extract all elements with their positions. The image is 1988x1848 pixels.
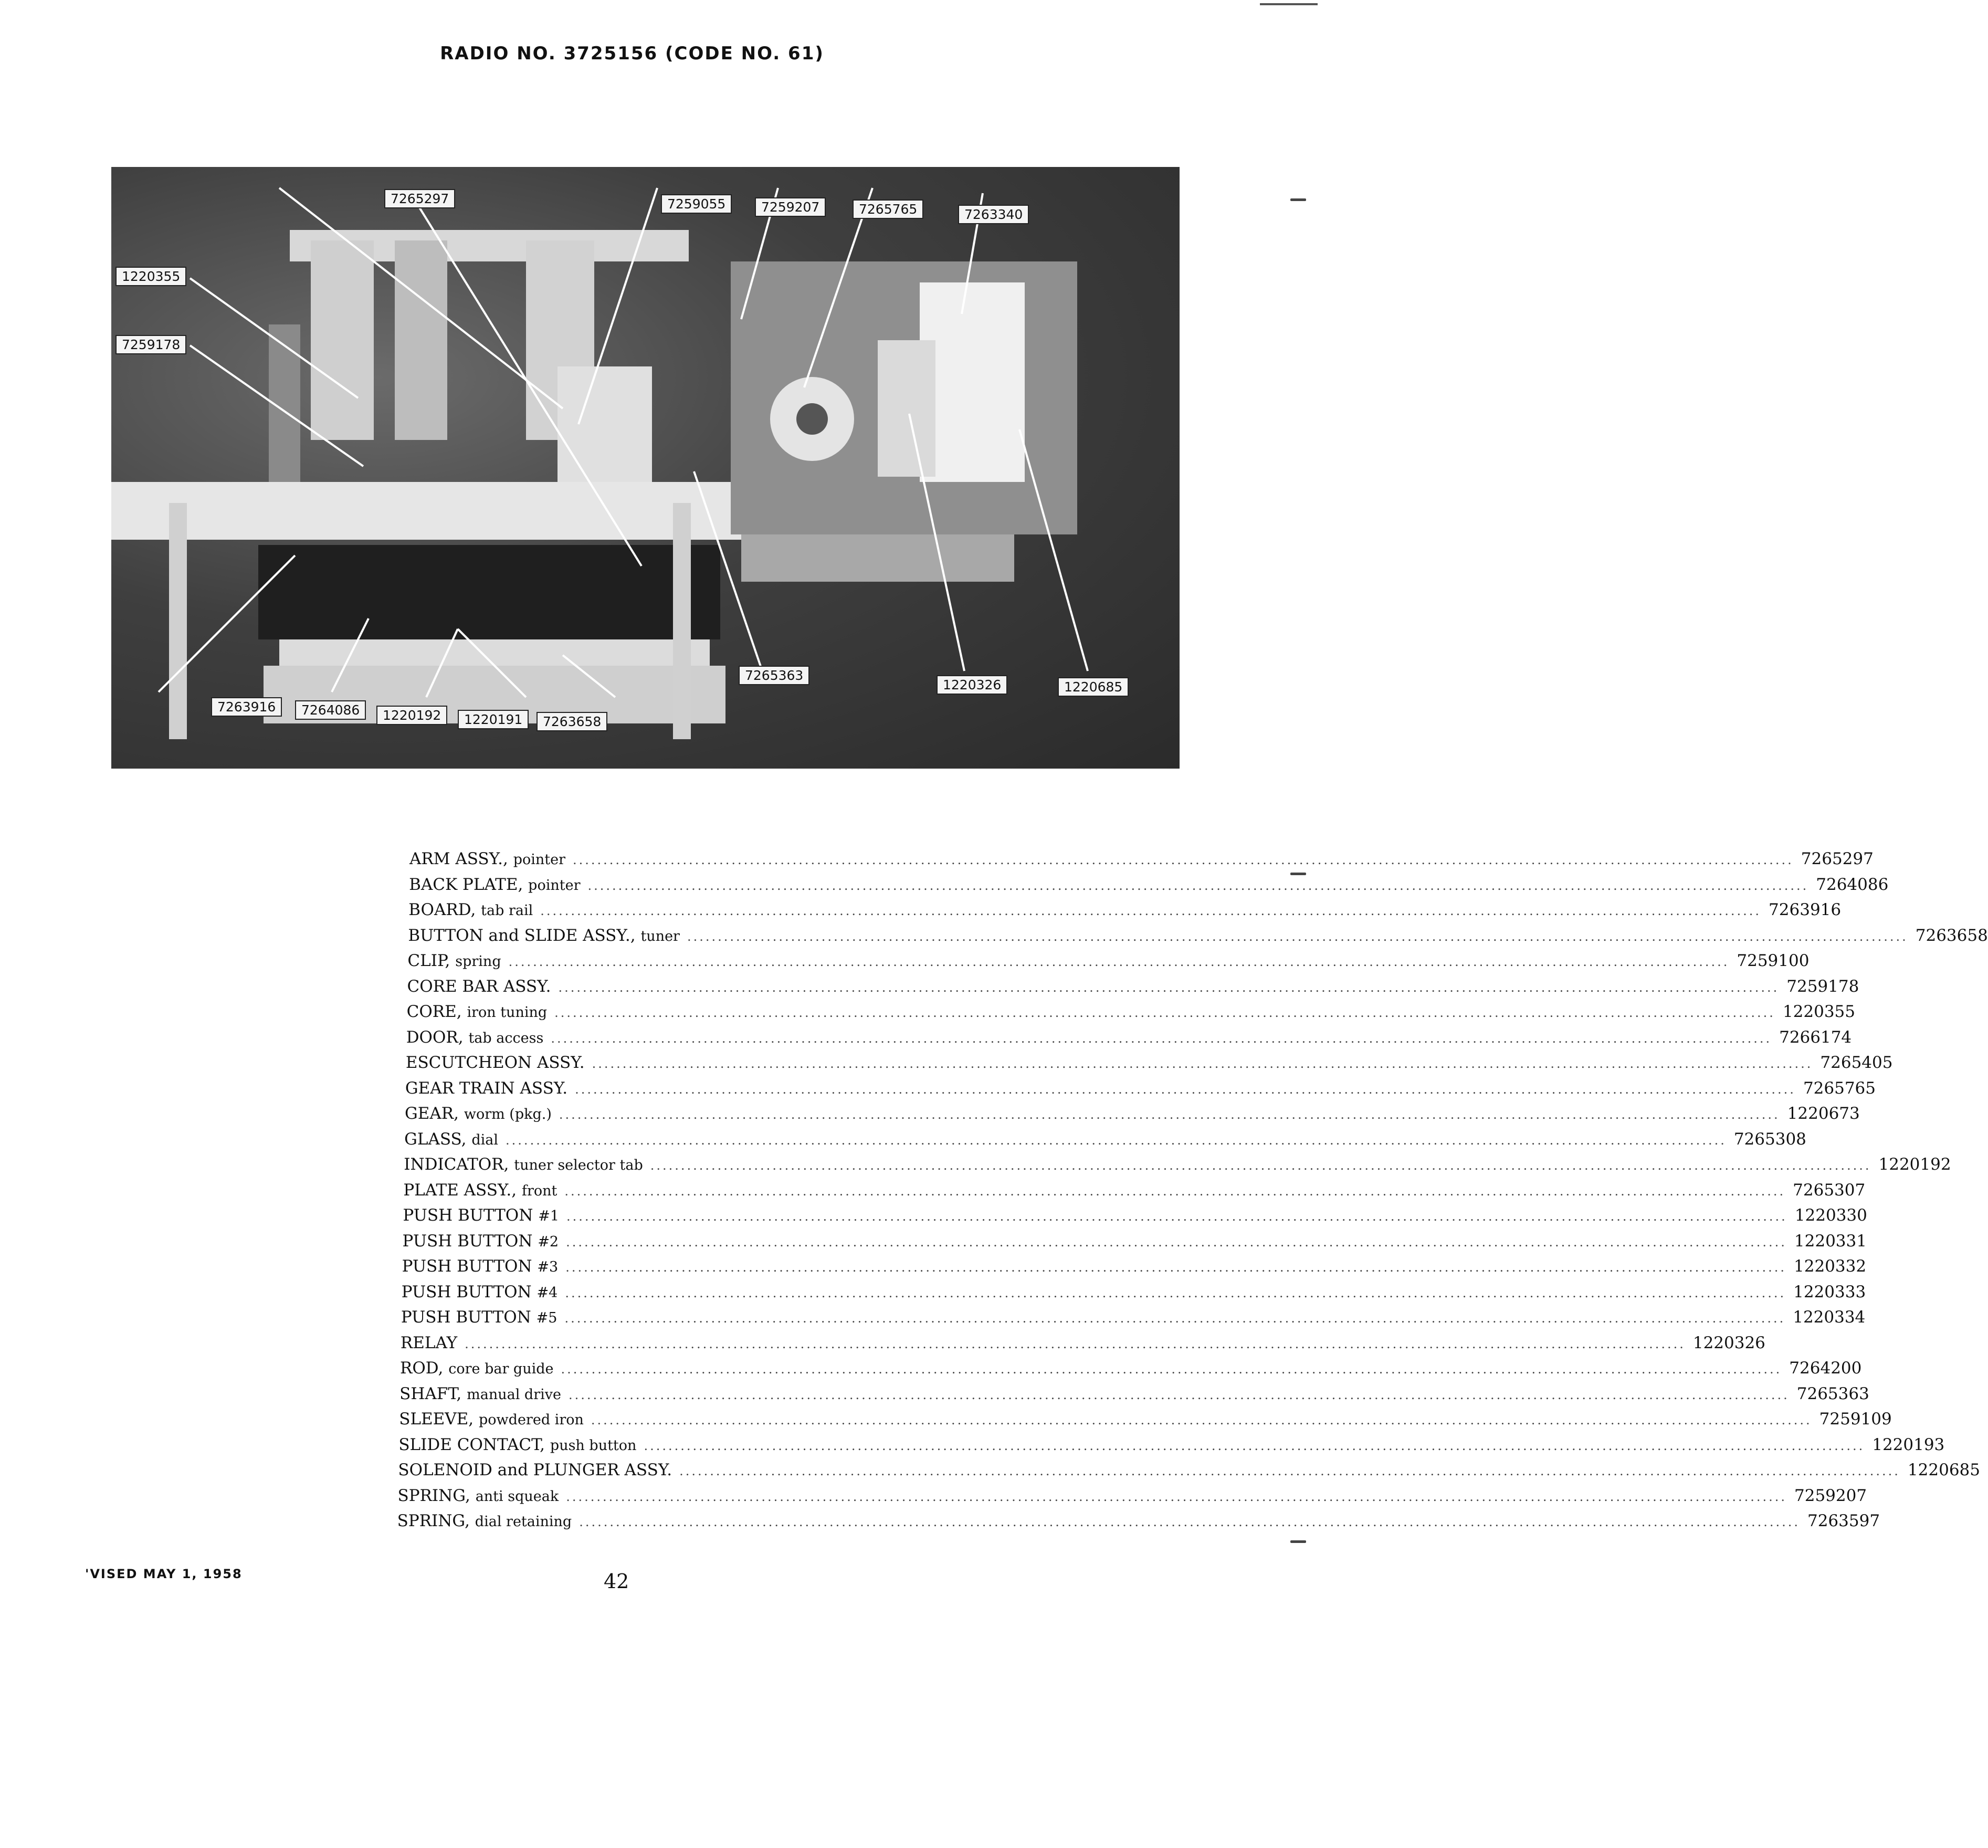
parts-list-row xyxy=(404,1129,1806,1155)
tab-rail xyxy=(279,639,710,666)
parts-list-row xyxy=(397,1511,1880,1537)
part-number: 1220330 xyxy=(1794,1206,1867,1225)
leader-dots: ........................................................................................................................................................................................................ xyxy=(559,1107,1780,1122)
parts-list-row xyxy=(399,1384,1869,1410)
part-number: 7265308 xyxy=(1733,1129,1806,1149)
chassis-illustration xyxy=(111,167,1180,769)
part-name: SOLENOID and PLUNGER ASSY. xyxy=(398,1461,672,1479)
part-number: 7263597 xyxy=(1807,1511,1880,1530)
callout-label: 1220192 xyxy=(376,706,447,725)
part-number: 1220333 xyxy=(1793,1282,1866,1301)
callout-label: 7259178 xyxy=(115,335,186,354)
part-name: SPRING, dial retaining xyxy=(397,1511,572,1530)
solenoid-center xyxy=(395,240,447,440)
part-number: 1220334 xyxy=(1793,1308,1866,1327)
parts-list-row xyxy=(406,1027,1852,1053)
leader-dots: ........................................................................................................................................................................................................ xyxy=(644,1438,1865,1453)
part-name: DOOR, tab access xyxy=(406,1027,544,1047)
leader-dots: ........................................................................................................................................................................................................ xyxy=(465,1336,1686,1351)
parts-list-row xyxy=(405,1104,1860,1129)
parts-list-row xyxy=(409,849,1874,875)
margin-tick xyxy=(1290,1540,1306,1543)
parts-list-row xyxy=(404,1155,1951,1180)
leader-dots: ........................................................................................................................................................................................................ xyxy=(592,1056,1813,1071)
part-number: 1220326 xyxy=(1692,1333,1765,1352)
part-name: SLIDE CONTACT, push button xyxy=(398,1435,637,1454)
part-name: BUTTON and SLIDE ASSY., tuner xyxy=(408,926,680,945)
part-number: 7263658 xyxy=(1915,926,1988,945)
parts-list-row xyxy=(397,1486,1867,1511)
part-number: 7259100 xyxy=(1737,951,1810,970)
main-frame-bar xyxy=(111,482,762,540)
leader-dots: ........................................................................................................................................................................................................ xyxy=(564,1183,1786,1199)
part-name: PUSH BUTTON #2 xyxy=(402,1231,559,1251)
callout-label: 7263340 xyxy=(958,205,1029,224)
part-number: 1220192 xyxy=(1878,1155,1951,1174)
leader-dots: ........................................................................................................................................................................................................ xyxy=(540,904,1762,918)
leader-dots: ........................................................................................................................................................................................................ xyxy=(565,1260,1787,1275)
part-name: SHAFT, manual drive xyxy=(399,1384,561,1403)
callout-label: 7263658 xyxy=(537,712,607,731)
part-name: PUSH BUTTON #5 xyxy=(401,1308,558,1327)
part-number: 7259109 xyxy=(1819,1410,1892,1429)
part-name: ARM ASSY., pointer xyxy=(409,849,565,868)
leader-dots: ........................................................................................................................................................................................................ xyxy=(573,853,1794,867)
leader-dots: ........................................................................................................................................................................................................ xyxy=(679,1464,1900,1478)
leader-dots: ........................................................................................................................................................................................................ xyxy=(687,929,1908,944)
parts-list-row xyxy=(402,1231,1867,1257)
part-name: PLATE ASSY., front xyxy=(403,1180,558,1200)
parts-list-row xyxy=(399,1410,1892,1435)
callout-label: 1220326 xyxy=(937,675,1007,695)
part-name: GEAR, worm (pkg.) xyxy=(405,1104,552,1123)
part-number: 7265307 xyxy=(1793,1180,1866,1200)
leader-dots: ........................................................................................................................................................................................................ xyxy=(561,1362,1782,1377)
callout-label: 7265363 xyxy=(739,666,809,685)
parts-list-row xyxy=(407,976,1859,1002)
parts-list-row xyxy=(407,951,1810,976)
part-number: 1220355 xyxy=(1782,1002,1855,1021)
corner-rule xyxy=(1260,3,1318,5)
part-name: CLIP, spring xyxy=(407,951,501,970)
parts-list-row xyxy=(408,926,1988,951)
callout-label: 1220685 xyxy=(1058,677,1129,697)
leader-dots: ........................................................................................................................................................................................................ xyxy=(566,1209,1787,1224)
part-number: 7259207 xyxy=(1794,1486,1867,1505)
solenoid-left xyxy=(311,240,374,440)
leader-dots: ........................................................................................................................................................................................................ xyxy=(551,1031,1772,1046)
guide-post-right xyxy=(673,503,691,739)
part-number: 7263916 xyxy=(1769,900,1842,919)
part-name: ESCUTCHEON ASSY. xyxy=(405,1053,585,1072)
part-number: 7266174 xyxy=(1779,1027,1852,1047)
part-name: SPRING, anti squeak xyxy=(397,1486,559,1505)
callout-label: 1220355 xyxy=(115,267,186,286)
solenoid-plunger xyxy=(878,340,935,477)
part-name: PUSH BUTTON #3 xyxy=(402,1257,559,1276)
part-number: 7264200 xyxy=(1789,1359,1862,1378)
guide-post-left xyxy=(169,503,187,739)
parts-list-row xyxy=(398,1461,1980,1486)
gear-base xyxy=(741,534,1014,582)
part-number: 7264086 xyxy=(1816,875,1889,894)
callout-label: 1220191 xyxy=(458,710,529,729)
parts-list-row xyxy=(403,1180,1866,1206)
parts-list-row xyxy=(405,1053,1893,1078)
part-name: ROD, core bar guide xyxy=(400,1359,554,1378)
parts-list-row xyxy=(401,1308,1866,1333)
part-name: GEAR TRAIN ASSY. xyxy=(405,1078,568,1098)
revision-date: 'VISED MAY 1, 1958 xyxy=(85,1567,243,1581)
part-number: 1220685 xyxy=(1907,1461,1980,1479)
parts-list-row xyxy=(408,900,1842,926)
part-name: PUSH BUTTON #1 xyxy=(403,1206,560,1225)
parts-list-row xyxy=(398,1435,1945,1461)
parts-list-row xyxy=(403,1206,1867,1231)
dial-assembly xyxy=(258,545,720,639)
callout-label: 7265765 xyxy=(853,200,923,219)
part-name: RELAY xyxy=(400,1333,458,1352)
leader-dots: ........................................................................................................................................................................................................ xyxy=(506,1132,1727,1148)
part-number: 1220332 xyxy=(1794,1257,1867,1276)
part-name: INDICATOR, tuner selector tab xyxy=(404,1155,643,1174)
leader-dots: ........................................................................................................................................................................................................ xyxy=(566,1489,1787,1504)
part-name: GLASS, dial xyxy=(404,1129,499,1149)
parts-list-row xyxy=(406,1002,1855,1027)
margin-tick xyxy=(1290,873,1306,875)
parts-list-row xyxy=(401,1282,1866,1308)
margin-tick xyxy=(1290,198,1306,201)
callout-label: 7259207 xyxy=(755,197,826,217)
leader-dots: ........................................................................................................................................................................................................ xyxy=(579,1515,1800,1529)
part-number: 7265405 xyxy=(1820,1053,1893,1072)
leader-dots: ........................................................................................................................................................................................................ xyxy=(575,1082,1796,1097)
page-title: RADIO NO. 3725156 (CODE NO. 61) xyxy=(440,43,824,64)
leader-dots: ........................................................................................................................................................................................................ xyxy=(568,1387,1790,1402)
part-name: CORE BAR ASSY. xyxy=(407,976,551,996)
callout-label: 7263916 xyxy=(211,697,282,717)
leader-dots: ........................................................................................................................................................................................................ xyxy=(650,1158,1871,1173)
leader-dots: ........................................................................................................................................................................................................ xyxy=(566,1234,1787,1250)
parts-list-row xyxy=(400,1333,1765,1359)
part-name: SLEEVE, powdered iron xyxy=(399,1410,584,1429)
leader-dots: ........................................................................................................................................................................................................ xyxy=(564,1311,1786,1326)
part-number: 7265297 xyxy=(1801,849,1874,868)
parts-list-row xyxy=(409,875,1889,900)
leader-dots: ........................................................................................................................................................................................................ xyxy=(587,878,1809,893)
part-number: 7259178 xyxy=(1786,976,1859,996)
leader-dots: ........................................................................................................................................................................................................ xyxy=(554,1005,1775,1020)
callout-label: 7259055 xyxy=(661,194,732,214)
parts-list-row xyxy=(402,1257,1867,1282)
part-number: 1220673 xyxy=(1787,1104,1860,1123)
leader-dots: ........................................................................................................................................................................................................ xyxy=(591,1413,1812,1427)
parts-list-row xyxy=(405,1078,1876,1104)
callout-label: 7264086 xyxy=(295,700,366,720)
part-name: CORE, iron tuning xyxy=(406,1002,548,1021)
leader-dots: ........................................................................................................................................................................................................ xyxy=(565,1285,1786,1300)
radio-chassis-photo xyxy=(111,167,1180,769)
parts-list-row xyxy=(400,1359,1862,1384)
page-number: 42 xyxy=(604,1570,629,1593)
part-number: 1220331 xyxy=(1794,1231,1867,1251)
callout-label: 7265297 xyxy=(384,189,455,208)
part-name: BACK PLATE, pointer xyxy=(409,875,581,894)
part-name: PUSH BUTTON #4 xyxy=(401,1282,558,1301)
part-number: 7265765 xyxy=(1803,1078,1876,1098)
leader-dots: ........................................................................................................................................................................................................ xyxy=(558,980,1780,995)
part-number: 7265363 xyxy=(1796,1384,1869,1403)
leader-dots: ........................................................................................................................................................................................................ xyxy=(508,954,1730,969)
part-number: 1220193 xyxy=(1872,1435,1945,1454)
part-name: BOARD, tab rail xyxy=(408,900,533,919)
